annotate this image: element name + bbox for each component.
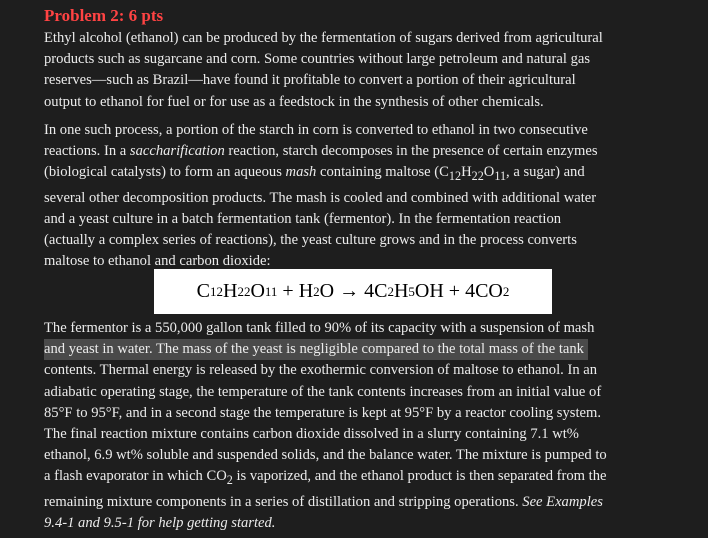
see-examples-link: See Examples <box>522 493 603 510</box>
text-line: maltose to ethanol and carbon dioxide: <box>44 253 271 270</box>
text-line: In one such process, a portion of the starch in corn is converted to ethanol in two consecutive <box>44 122 588 138</box>
text-line: (actually a complex series of reactions), the yeast culture grows and in the process converts <box>44 231 577 248</box>
text-line: 9.4-1 and 9.5-1 for help getting started. <box>44 514 276 531</box>
text-line: products such as sugarcane and corn. Some countries without large petroleum and natural gas <box>44 51 591 68</box>
text-line <box>44 339 666 360</box>
problem-title: Problem 2: 6 pts <box>44 6 164 25</box>
process-paragraph <box>44 120 666 272</box>
text-line: 85°F to 95°F, and in a second stage the temperature is kept at 95°F by a reactor cooling system. <box>44 404 601 421</box>
text-line: Ethyl alcohol (ethanol) can be produced by the fermentation of sugars derived from agricultural <box>44 30 603 46</box>
highlighted-selection[interactable]: and yeast in water. The mass of the yeast is negligible compared to the total mass of the tank <box>44 339 588 360</box>
reaction-equation: C 12 H 22 O 11 + H 2 O → 4C 2 H 5 OH + 4CO 2 <box>154 269 552 314</box>
intro-paragraph <box>44 28 666 113</box>
text-line: remaining mixture components in a series of distillation and stripping operations. See Examples <box>44 493 603 510</box>
text-line: The fermentor is a 550,000 gallon tank filled to 90% of its capacity with a suspension of mash <box>44 320 595 336</box>
text-line: and a yeast culture in a batch fermentation tank (fermentor). In the fermentation reaction <box>44 210 562 227</box>
text-line: ethanol, 6.9 wt% soluble and suspended solids, and the balance water. The mixture is pumped to <box>44 447 607 464</box>
mash-term: mash <box>285 164 317 181</box>
text-line: adiabatic operating stage, the temperature of the tank contents increases from an initial value of <box>44 383 602 400</box>
text-line: a flash evaporator in which $CO_2$ is vaporized, and the ethanol product is then separated from the <box>44 468 607 488</box>
text-line: several other decomposition products. The mash is cooled and combined with additional water <box>44 189 597 206</box>
text-line: The final reaction mixture contains carbon dioxide dissolved in a slurry containing 7.1 wt% <box>44 426 579 443</box>
text-line: contents. Thermal energy is released by the exothermic conversion of maltose to ethanol. In an <box>44 362 598 379</box>
text-line: reserves—such as Brazil—have found it profitable to convert a portion of their agricultural <box>44 72 576 89</box>
saccharification-term: saccharification <box>129 143 225 160</box>
text-line: output to ethanol for fuel or for use as a feedstock in the synthesis of other chemicals. <box>44 93 544 110</box>
fermentor-paragraph <box>44 318 666 534</box>
text-line: (biological catalysts) to form an aqueous mash containing maltose ($C_{12}H_{22}O_{11}$, a sugar) and <box>44 164 585 184</box>
text-line: reactions. In a saccharification reaction, starch decomposes in the presence of certain enzymes <box>44 143 598 160</box>
